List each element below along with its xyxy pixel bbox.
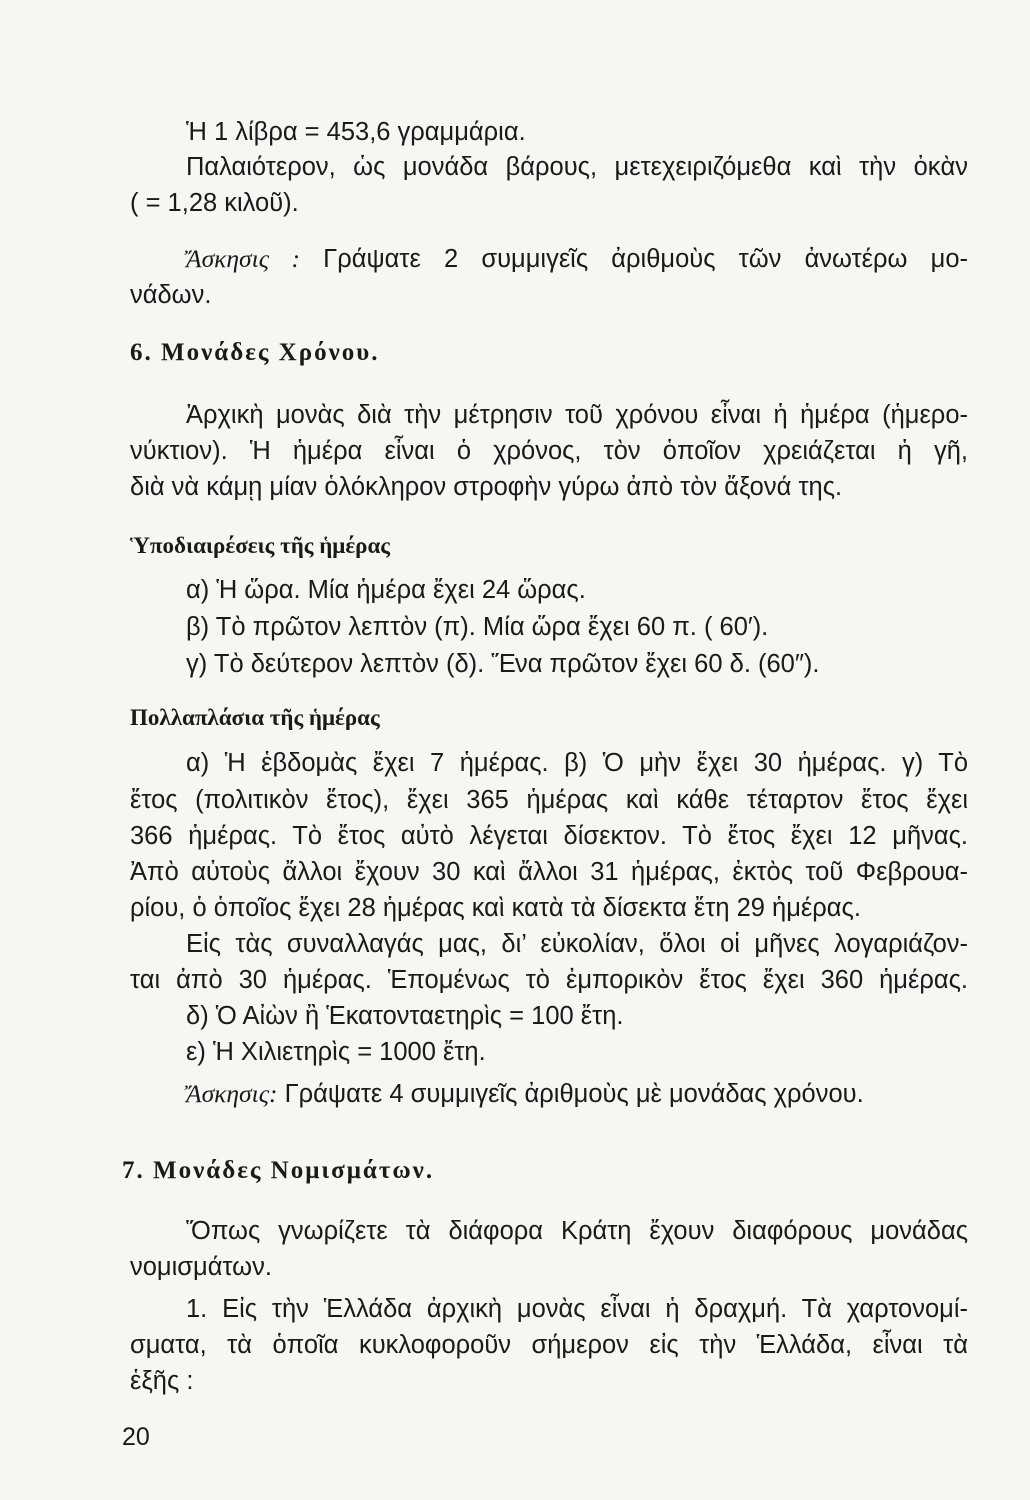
text-line: νύκτιον). Ἡ ἡμέρα εἶναι ὁ χρόνος, τὸν ὁποῖον χρειάζεται ἡ γῆ, [130, 437, 968, 465]
exercise-label: Ἄσκησις: [186, 1079, 278, 1108]
text-line: Ἀπὸ αὐτοὺς ἄλλοι ἔχουν 30 καὶ ἄλλοι 31 ἡμέρας, ἐκτὸς τοῦ Φεβρουα- [130, 858, 968, 886]
list-item: α) Ἡ ὥρα. Μία ἡμέρα ἔχει 24 ὥρας. [186, 576, 586, 604]
text-line: α) Ἡ ἑβδομὰς ἔχει 7 ἡμέρας. β) Ὁ μὴν ἔχει 30 ἡμέρας. γ) Τὸ [186, 749, 968, 777]
exercise-line [186, 1077, 864, 1111]
page-number: 20 [122, 1423, 150, 1451]
list-item: ε) Ἡ Χιλιετηρὶς = 1000 ἔτη. [186, 1038, 486, 1066]
subheading: Πολλαπλάσια τῆς ἡμέρας [130, 705, 380, 730]
text-line: νομισμάτων. [130, 1253, 272, 1281]
text-line: Ἡ 1 λίβρα = 453,6 γραμμάρια. [186, 118, 526, 146]
text-line: Ἀρχικὴ μονὰς διὰ τὴν μέτρησιν τοῦ χρόνου εἶναι ἡ ἡμέρα (ἡμερο- [186, 401, 968, 429]
text-line: ( = 1,28 κιλοῦ). [130, 189, 299, 217]
list-item: δ) Ὁ Αἰὼν ἢ Ἑκατονταετηρὶς = 100 ἔτη. [186, 1002, 624, 1030]
exercise-text: Γράψατε 2 συμμιγεῖς ἀριθμοὺς τῶν ἀνωτέρω μο- [300, 245, 968, 273]
text-line: ται ἀπὸ 30 ἡμέρας. Ἑπομένως τὸ ἐμπορικὸν ἔτος ἔχει 360 ἡμέρας. [130, 966, 968, 994]
section-heading: 7. Μονάδες Νομισμάτων. [122, 1157, 435, 1184]
text-line: 1. Εἰς τὴν Ἑλλάδα ἀρχικὴ μονὰς εἶναι ἡ δραχμή. Τὰ χαρτονομί- [186, 1295, 968, 1323]
exercise-label: Ἄσκησις : [186, 244, 300, 273]
text-line: ρίου, ὁ ὁποῖος ἔχει 28 ἡμέρας καὶ κατὰ τὰ δίσεκτα ἔτη 29 ἡμέρας. [130, 894, 861, 922]
text-line: ἑξῆς : [130, 1367, 194, 1395]
text-line: Εἰς τὰς συναλλαγάς μας, δι’ εὐκολίαν, ὅλοι οἱ μῆνες λογαριάζον- [186, 930, 968, 958]
subheading: Ὑποδιαιρέσεις τῆς ἡμέρας [130, 533, 391, 558]
section-heading: 6. Μονάδες Χρόνου. [130, 339, 380, 366]
exercise-text: Γράψατε 4 συμμιγεῖς ἀριθμοὺς μὲ μονάδας χρόνου. [277, 1080, 864, 1108]
text-line: 366 ἡμέρας. Τὸ ἔτος αὐτὸ λέγεται δίσεκτον. Τὸ ἔτος ἔχει 12 μῆνας. [130, 822, 968, 850]
list-item: γ) Τὸ δεύτερον λεπτὸν (δ). Ἕνα πρῶτον ἔχει 60 δ. (60″). [186, 650, 820, 678]
text-line: νάδων. [130, 281, 212, 309]
text-line: ἔτος (πολιτικὸν ἔτος), ἔχει 365 ἡμέρας καὶ κάθε τέταρτον ἔτος ἔχει [130, 786, 968, 814]
text-line: Παλαιότερον, ὡς μονάδα βάρους, μετεχειριζόμεθα καὶ τὴν ὀκὰν [186, 153, 968, 181]
text-line: Ὅπως γνωρίζετε τὰ διάφορα Κράτη ἔχουν διαφόρους μονάδας [186, 1217, 968, 1245]
text-line: σματα, τὰ ὁποῖα κυκλοφοροῦν σήμερον εἰς τὴν Ἑλλάδα, εἶναι τὰ [130, 1331, 968, 1359]
list-item: β) Τὸ πρῶτον λεπτὸν (π). Μία ὥρα ἔχει 60 π. ( 60′). [186, 613, 769, 641]
text-line: διὰ νὰ κάμῃ μίαν ὁλόκληρον στροφὴν γύρω ἀπὸ τὸν ἄξονά της. [130, 473, 843, 501]
exercise-line [186, 242, 968, 276]
